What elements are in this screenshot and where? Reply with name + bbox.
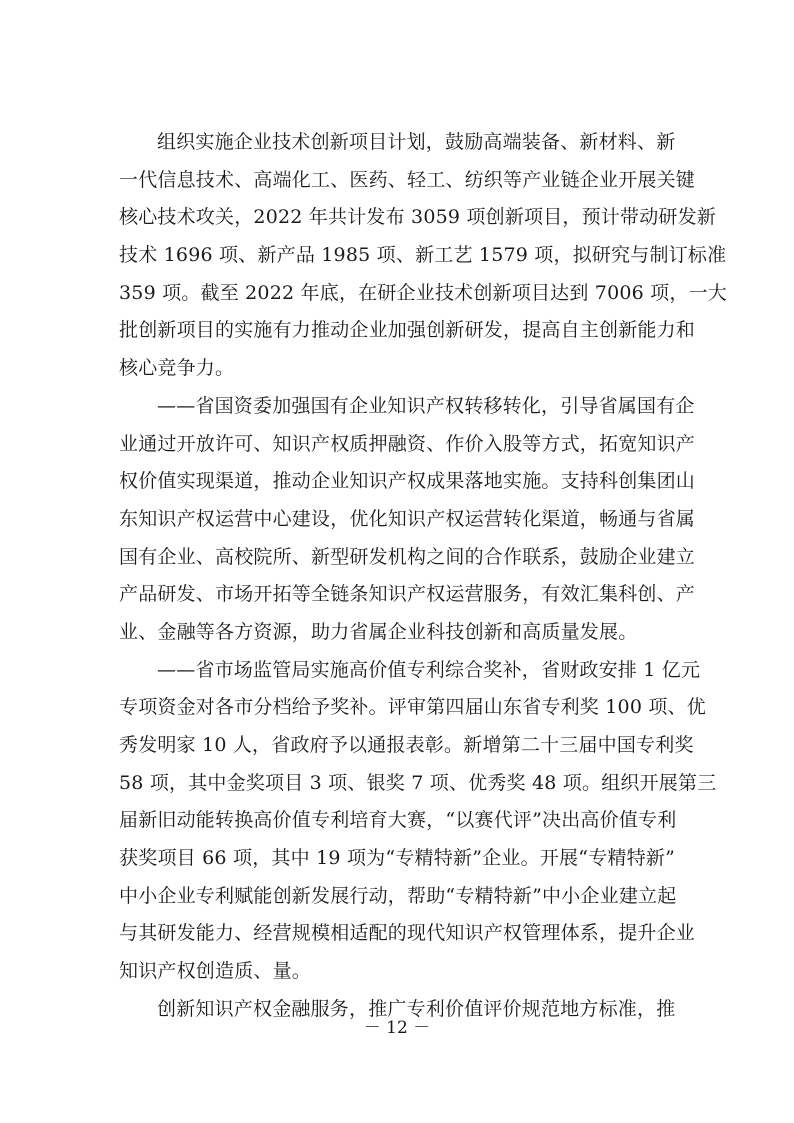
text-line: ——省国资委加强国有企业知识产权转移转化，引导省属国有企	[157, 394, 695, 417]
text-line: 国有企业、高校院所、新型研发机构之间的合作联系，鼓励企业建立	[119, 545, 696, 568]
paragraph-sasac-ip-transfer	[119, 388, 696, 652]
paragraph-innovation-projects	[119, 124, 727, 388]
text-line: 创新知识产权金融服务，推广专利价值评价规范地方标准，推	[157, 997, 676, 1020]
text-line: 技术 1696 项、新产品 1985 项、新工艺 1579 项，拟研究与制订标准	[119, 244, 727, 267]
text-line: 与其研发能力、经营规模相适配的现代知识产权管理体系，提升企业	[119, 922, 696, 945]
text-line: 核心技术攻关，2022 年共计发布 3059 项创新项目，预计带动研发新	[119, 206, 717, 229]
paragraph-market-supervision-patents	[119, 652, 717, 991]
text-line: 获奖项目 66 项，其中 19 项为“专精特新”企业。开展“专精特新”	[119, 847, 675, 870]
text-line: ——省市场监管局实施高价值专利综合奖补，省财政安排 1 亿元	[157, 658, 701, 681]
text-line: 业、金融等各方资源，助力省属企业科技创新和高质量发展。	[119, 620, 638, 643]
text-line: 中小企业专利赋能创新发展行动，帮助“专精特新”中小企业建立起	[119, 884, 677, 907]
text-line: 58 项，其中金奖项目 3 项、银奖 7 项、优秀奖 48 项。组织开展第三	[119, 771, 717, 794]
text-line: 东知识产权运营中心建设，优化知识产权运营转化渠道，畅通与省属	[119, 507, 696, 530]
text-line: 产品研发、市场开拓等全链条知识产权运营服务，有效汇集科创、产	[119, 583, 696, 606]
text-line: 知识产权创造质、量。	[119, 960, 312, 983]
text-line: 届新旧动能转换高价值专利培育大赛，“以赛代评”决出高价值专利	[119, 809, 677, 832]
text-line: 业通过开放许可、知识产权质押融资、作价入股等方式，拓宽知识产	[119, 432, 696, 455]
text-line: 核心竞争力。	[119, 357, 235, 380]
text-line: 一代信息技术、高端化工、医药、轻工、纺织等产业链企业开展关键	[119, 168, 696, 191]
text-line: 专项资金对各市分档给予奖补。评审第四届山东省专利奖 100 项、优	[119, 696, 706, 719]
text-line: 权价值实现渠道，推动企业知识产权成果落地实施。支持科创集团山	[119, 470, 696, 493]
page-number: － 12 －	[363, 1018, 431, 1038]
text-line: 批创新项目的实施有力推动企业加强创新研发，提高自主创新能力和	[119, 319, 696, 342]
document-body	[119, 124, 727, 1029]
text-line: 秀发明家 10 人，省政府予以通报表彰。新增第二十三届中国专利奖	[119, 734, 694, 756]
text-line: 359 项。截至 2022 年底，在研企业技术创新项目达到 7006 项，一大	[119, 281, 727, 304]
text-line: 组织实施企业技术创新项目计划，鼓励高端装备、新材料、新	[157, 131, 676, 153]
